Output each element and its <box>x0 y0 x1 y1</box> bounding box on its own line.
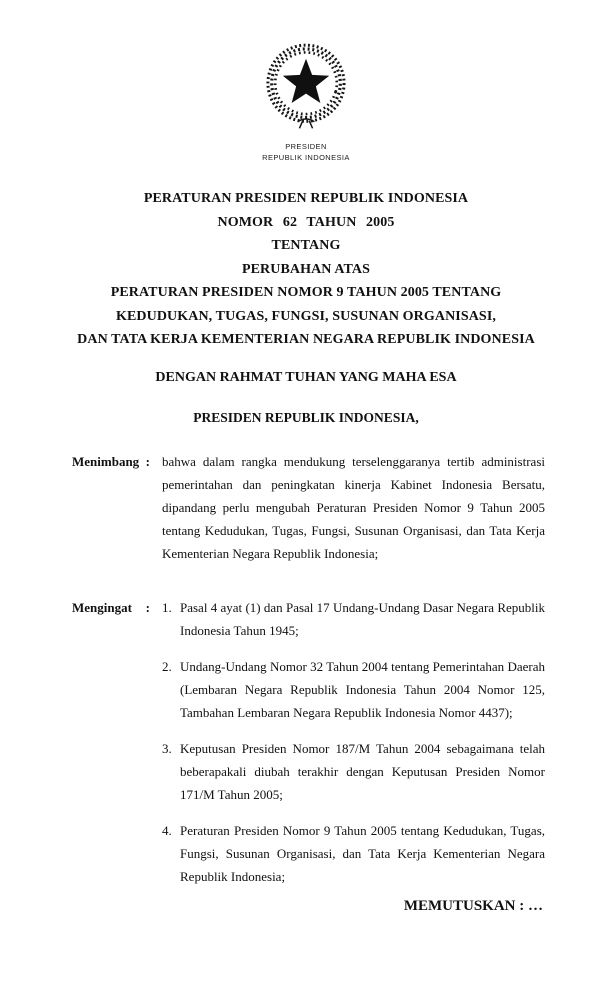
title-line-5: PERATURAN PRESIDEN NOMOR 9 TAHUN 2005 TENTANG <box>110 285 502 300</box>
list-item <box>162 819 545 888</box>
title-line-7: DAN TATA KERJA KEMENTERIAN NEGARA REPUBLIK INDONESIA <box>77 332 535 347</box>
item-number: 4. <box>162 822 172 838</box>
item-number: 2. <box>162 658 172 674</box>
title-line-tentang: TENTANG <box>271 238 341 253</box>
mengingat-term: Mengingat <box>72 599 132 615</box>
star-wreath-emblem-icon <box>259 40 353 134</box>
memutuskan-line: MEMUTUSKAN : … <box>403 897 543 914</box>
mengingat-list <box>162 596 545 888</box>
title-line-nomor: NOMOR 62 TAHUN 2005 <box>217 214 395 230</box>
title-line-perubahan: PERUBAHAN ATAS <box>241 261 371 277</box>
agency-name <box>0 141 612 163</box>
title-line-1: PERATURAN PRESIDEN REPUBLIK INDONESIA <box>143 191 469 206</box>
menimbang-text: bahwa dalam rangka mendukung terselenggaranya tertib administrasi pemerintahan dan peningkatan kinerja Kabinet Indonesia Bersatu, dipandang perlu mengubah Peraturan Presiden Nomor 9 Tahun 2005 tentang Kedudukan, Tugas, Fungsi, Susunan Organisasi, dan Tata Kerja Kementerian Negara Republik Indonesia; <box>162 453 545 561</box>
menimbang-clause <box>72 450 545 565</box>
item-text: Undang-Undang Nomor 32 Tahun 2004 tentang Pemerintahan Daerah (Lembaran Negara Republik Indonesia Tahun 2004 Nomor 125, Tambahan Lembaran Negara Republik Indonesia Nomor 4437); <box>180 658 545 720</box>
regulation-title <box>0 187 612 352</box>
star-icon <box>283 59 329 103</box>
item-number: 3. <box>162 740 172 756</box>
invocation-line: DENGAN RAHMAT TUHAN YANG MAHA ESA <box>155 369 457 385</box>
menimbang-label <box>72 450 150 473</box>
menimbang-colon: : <box>145 453 150 469</box>
list-item <box>162 655 545 724</box>
mengingat-clause <box>72 596 545 888</box>
document-body <box>0 450 612 918</box>
agency-line-presiden: PRESIDEN <box>285 142 327 151</box>
title-line-6: KEDUDUKAN, TUGAS, FUNGSI, SUSUNAN ORGANISASI, <box>116 308 496 324</box>
mengingat-label <box>72 596 150 619</box>
menimbang-term: Menimbang <box>72 453 140 469</box>
agency-line-republik: REPUBLIK INDONESIA <box>262 153 350 162</box>
item-text: Peraturan Presiden Nomor 9 Tahun 2005 tentang Kedudukan, Tugas, Fungsi, Susunan Organisasi, dan Tata Kerja Kementerian Negara Republik Indonesia; <box>180 822 545 884</box>
item-text: Pasal 4 ayat (1) dan Pasal 17 Undang-Undang Dasar Negara Republik Indonesia Tahun 1945; <box>180 599 545 638</box>
item-number: 1. <box>162 599 172 615</box>
letterhead <box>0 0 612 163</box>
mengingat-colon: : <box>145 599 150 615</box>
list-item <box>162 596 545 642</box>
list-item <box>162 737 545 806</box>
item-text: Keputusan Presiden Nomor 187/M Tahun 2004 sebagaimana telah beberapakali diubah terakhir dengan Keputusan Presiden Nomor 171/M Tahun 2005; <box>180 740 545 802</box>
authority-line: PRESIDEN REPUBLIK INDONESIA, <box>193 409 419 425</box>
